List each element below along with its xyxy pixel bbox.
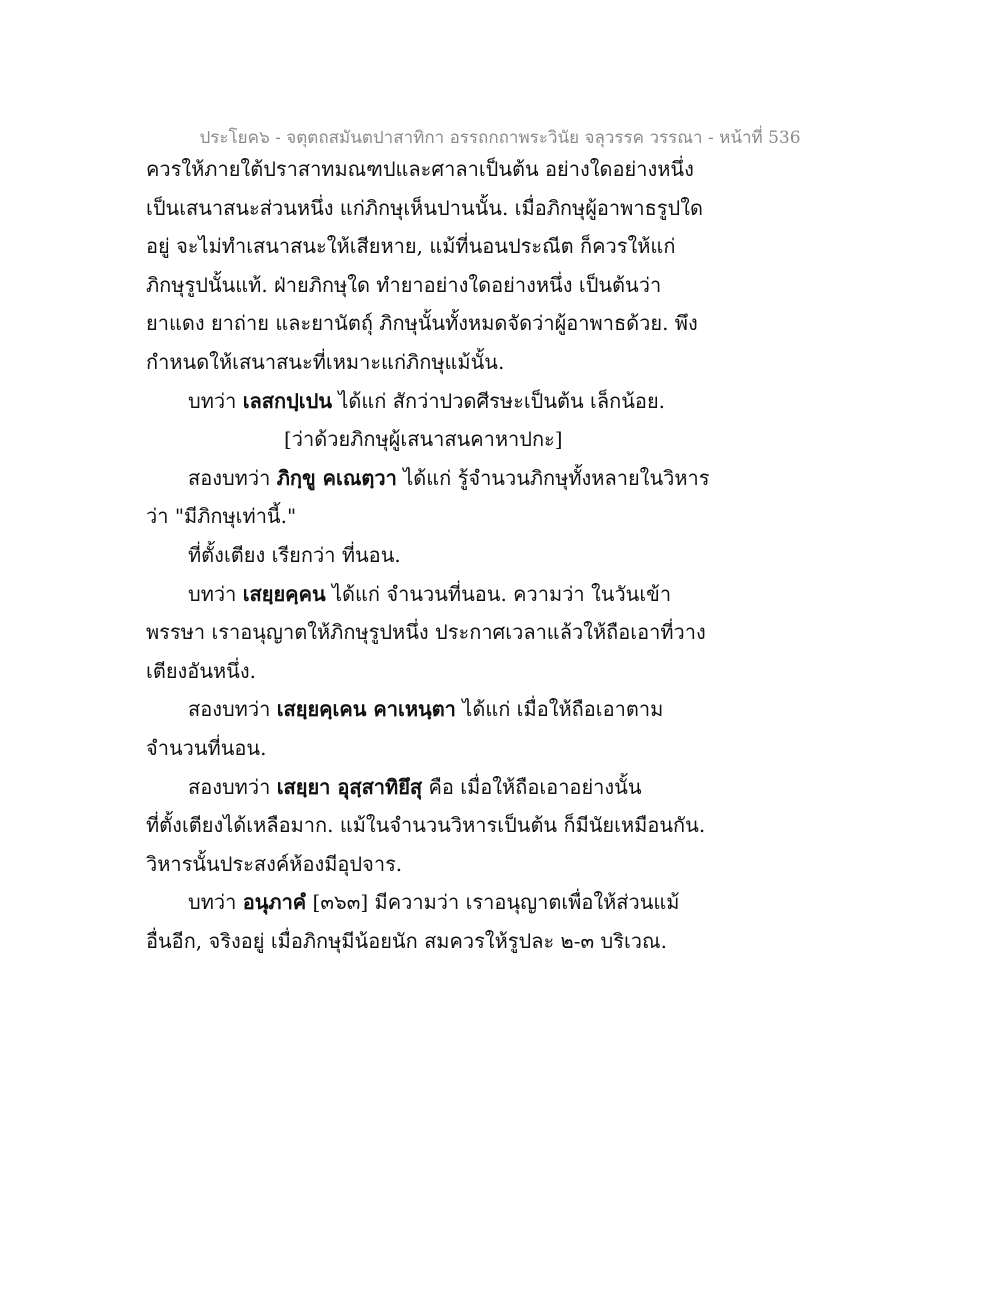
text-segment: บทว่า [188,890,243,915]
text-segment: ได้แก่ เมื่อให้ถือเอาตาม [455,697,664,722]
body-text [146,150,866,960]
text-segment: บทว่า [188,581,243,606]
text-line [146,150,866,189]
text-segment: [ว่าด้วยภิกษุผู้เสนาสนคาหาปกะ] [284,427,563,452]
text-segment: บทว่า [188,388,243,413]
text-segment: กำหนดให้เสนาสนะที่เหมาะแก่ภิกษุแม้นั้น. [146,349,505,374]
bold-term: เลสกปฺเปน [242,388,333,413]
text-line [146,690,866,729]
text-segment: ยาแดง ยาถ่าย และยานัตถุ์ ภิกษุนั้นทั้งหมดจัดว่าผู้อาพาธด้วย. พึง [146,311,698,336]
text-segment: ได้แก่ จำนวนที่นอน. ความว่า ในวันเข้า [325,581,672,606]
text-segment: ภิกษุรูปนั้นแท้. ฝ่ายภิกษุใด ทำยาอย่างใดอย่างหนึ่ง เป็นต้นว่า [146,272,662,297]
text-line [146,613,866,652]
text-segment: สองบทว่า [188,697,277,722]
text-segment: อื่นอีก, จริงอยู่ เมื่อภิกษุมีน้อยนัก สมควรให้รูปละ ๒-๓ บริเวณ. [146,928,667,953]
bold-term: เสยฺยคฺเคน คาเหนฺตา [276,697,456,722]
text-segment: อยู่ จะไม่ทำเสนาสนะให้เสียหาย, แม้ที่นอนประณีต ก็ควรให้แก่ [146,234,676,259]
text-line [146,266,866,305]
text-segment: สองบทว่า [188,465,277,490]
page-header: ประโยค๖ - จตุตถสมันตปาสาทิกา อรรถกถาพระวินัย จลุวรรค วรรณา - หน้าที่ 536 [199,128,801,148]
text-line [146,459,866,498]
bold-term: ภิกฺขู คเณตฺวา [276,465,397,490]
text-segment: เตียงอันหนึ่ง. [146,658,256,683]
text-line [146,729,866,768]
text-line [146,420,866,459]
text-line [146,536,866,575]
text-line [146,922,866,961]
text-segment: วิหารนั้นประสงค์ห้องมีอุปจาร. [146,851,403,876]
text-line [146,575,866,614]
text-segment: ได้แก่ รู้จำนวนภิกษุทั้งหลายในวิหาร [396,465,710,490]
text-line [146,497,866,536]
bold-term: เสยฺยคฺคน [242,581,326,606]
text-segment: ว่า "มีภิกษุเท่านี้." [146,504,297,529]
text-segment: [๓๖๓] มีความว่า เราอนุญาตเพื่อให้ส่วนแม้ [306,890,680,915]
text-line [146,304,866,343]
text-segment: ได้แก่ สักว่าปวดศีรษะเป็นต้น เล็กน้อย. [332,388,666,413]
text-segment: พรรษา เราอนุญาตให้ภิกษุรูปหนึ่ง ประกาศเวลาแล้วให้ถือเอาที่วาง [146,620,706,645]
text-segment: คือ เมื่อให้ถือเอาอย่างนั้น [422,774,642,799]
text-segment: ควรให้ภายใต้ปราสาทมณฑปและศาลาเป็นต้น อย่างใดอย่างหนึ่ง [146,157,694,181]
text-segment: ที่ตั้งเตียง เรียกว่า ที่นอน. [188,542,401,567]
text-line [146,382,866,421]
bold-term: เสยฺยา อุสฺสาทิยึสุ [276,774,423,799]
text-line [146,806,866,845]
text-segment: จำนวนที่นอน. [146,735,267,760]
text-line [146,652,866,691]
text-line [146,768,866,807]
text-segment: สองบทว่า [188,774,277,799]
text-segment: ที่ตั้งเตียงได้เหลือมาก. แม้ในจำนวนวิหารเป็นต้น ก็มีนัยเหมือนกัน. [146,813,706,838]
bold-term: อนุภาคํ [242,890,307,915]
text-segment: เป็นเสนาสนะส่วนหนึ่ง แก่ภิกษุเห็นปานนั้น. เมื่อภิกษุผู้อาพาธรูปใด [146,195,703,220]
text-line [146,883,866,922]
text-line [146,189,866,228]
text-line [146,343,866,382]
text-line [146,227,866,266]
text-line [146,845,866,884]
